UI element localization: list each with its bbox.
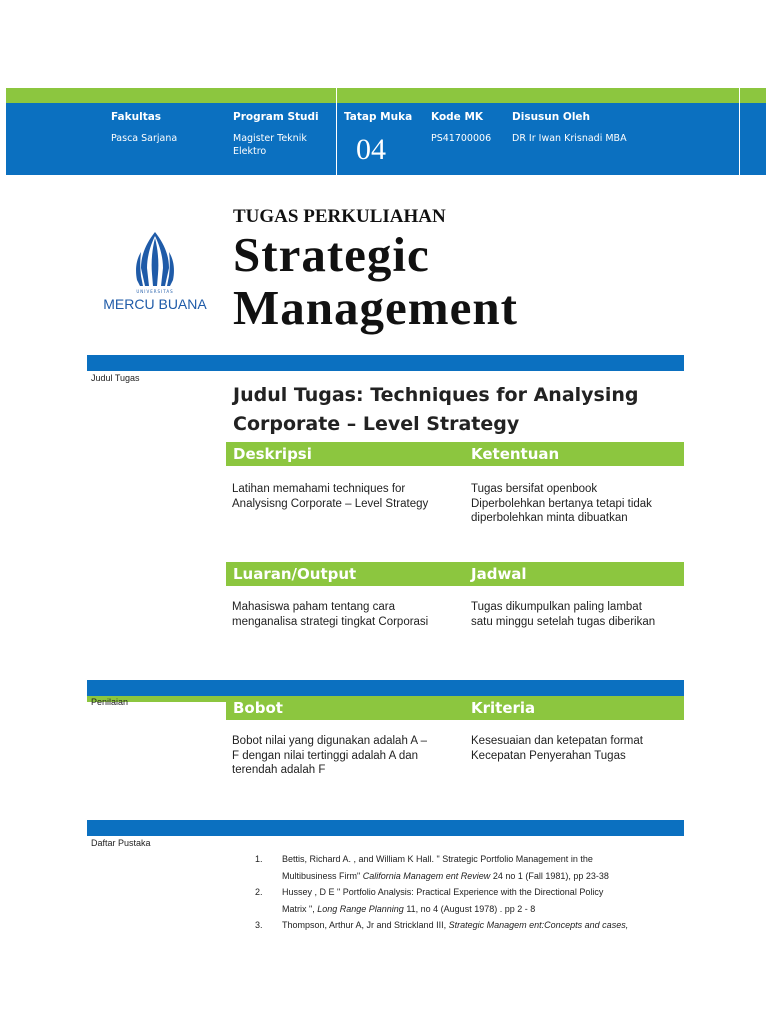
mercu-buana-emblem-icon: [103, 228, 207, 316]
text-line: satu minggu setelah tugas diberikan: [471, 615, 656, 628]
tatap-muka-value: 04: [356, 133, 386, 166]
reference-item: [255, 917, 695, 934]
ketentuan-text: [471, 482, 652, 526]
reference-line: Bettis, Richard A. , and William K Hall. " Strategic Portfolio Management in the: [282, 854, 593, 864]
text-line: Mahasiswa paham tentang cara: [232, 601, 396, 613]
assignment-title-line: Judul Tugas: Techniques for Analysing: [233, 384, 639, 406]
kriteria-heading: Kriteria: [471, 699, 536, 717]
reference-list: [255, 851, 695, 934]
luaran-text: [232, 600, 428, 629]
bobot-text: [232, 734, 427, 778]
text-line: diperbolehkan minta dibuatkan: [471, 512, 628, 524]
section-bar: [87, 820, 684, 836]
prodi-value-line: Elektro: [233, 146, 267, 157]
reference-text: 24 no 1 (Fall 1981), pp 23-38: [492, 870, 609, 881]
course-title: [233, 228, 518, 334]
text-line: Kecepatan Penyerahan Tugas: [471, 749, 626, 762]
disusun-oleh-label: Disusun Oleh: [512, 111, 591, 123]
reference-text: Matrix ",: [282, 903, 315, 914]
deskripsi-heading: Deskripsi: [233, 445, 312, 463]
reference-journal: Strategic Managem ent:Concepts and cases,: [448, 920, 629, 930]
reference-number: 2.: [255, 887, 263, 897]
kode-mk-label: Kode MK: [431, 111, 484, 123]
kriteria-text: [471, 734, 643, 763]
text-line: Tugas bersifat openbook: [471, 483, 598, 495]
reference-journal: Long Range Planning: [317, 903, 404, 914]
assignment-title: [233, 381, 683, 439]
tatap-muka-label: Tatap Muka: [344, 111, 413, 123]
section-header-bar: [226, 696, 684, 720]
prodi-value-line: Magister Teknik: [233, 133, 307, 144]
reference-text: Thompson, Arthur A, Jr and Strickland III,: [282, 920, 447, 930]
deskripsi-text: [232, 482, 428, 511]
disusun-oleh-value: DR Ir Iwan Krisnadi MBA: [512, 133, 627, 144]
jadwal-text: [471, 600, 655, 629]
reference-line: [282, 868, 695, 885]
reference-text: Multibusiness Firm": [282, 870, 361, 881]
header-divider: [739, 88, 740, 175]
reference-line: Hussey , D E " Portfolio Analysis: Practical Experience with the Directional Policy: [282, 887, 604, 897]
fakultas-value: Pasca Sarjana: [111, 133, 178, 144]
course-title-line: Management: [233, 280, 518, 335]
ketentuan-heading: Ketentuan: [471, 445, 560, 463]
section-bar: [87, 355, 684, 371]
judul-tugas-label: Judul Tugas: [91, 373, 140, 383]
jadwal-heading: Jadwal: [471, 565, 527, 583]
text-line: Kesesuaian dan ketepatan format: [471, 735, 643, 747]
assignment-title-line: Corporate – Level Strategy: [233, 413, 520, 435]
reference-journal: California Managem ent Review: [362, 870, 491, 881]
header-divider: [336, 88, 337, 175]
text-line: menganalisa strategi tingkat Corporasi: [232, 615, 429, 628]
reference-line: [282, 917, 695, 934]
section-bar: [87, 680, 684, 696]
text-line: Bobot nilai yang digunakan adalah A –: [232, 735, 428, 747]
prodi-label: Program Studi: [233, 111, 319, 123]
luaran-heading: Luaran/Output: [233, 565, 357, 583]
reference-item: [255, 884, 695, 917]
fakultas-label: Fakultas: [111, 111, 162, 123]
reference-number: 3.: [255, 920, 263, 930]
reference-item: [255, 851, 695, 884]
daftar-pustaka-label: Daftar Pustaka: [91, 838, 151, 848]
reference-line: [282, 901, 695, 918]
text-line: terendah adalah F: [232, 764, 326, 776]
text-line: Analysisng Corporate – Level Strategy: [232, 497, 429, 510]
bobot-heading: Bobot: [233, 699, 283, 717]
text-line: Diperbolehkan bertanya tetapi tidak: [471, 497, 652, 510]
course-title-line: Strategic: [233, 227, 430, 282]
logo-main-text: MERCU BUANA: [103, 296, 207, 312]
kode-mk-value: PS41700006: [431, 133, 492, 144]
reference-number: 1.: [255, 854, 263, 864]
logo-small-text: UNIVERSITAS: [136, 289, 174, 294]
text-line: Tugas dikumpulkan paling lambat: [471, 601, 642, 613]
text-line: Latihan memahami techniques for: [232, 483, 406, 495]
mercu-buana-logo: [103, 228, 207, 316]
tugas-perkuliahan-title: TUGAS PERKULIAHAN: [233, 206, 446, 227]
text-line: F dengan nilai tertinggi adalah A dan: [232, 749, 419, 762]
prodi-value: [233, 132, 307, 158]
penilaian-label: Penilaian: [91, 697, 129, 707]
header-green-strip: [6, 88, 766, 103]
reference-text: 11, no 4 (August 1978) . pp 2 - 8: [406, 903, 536, 914]
